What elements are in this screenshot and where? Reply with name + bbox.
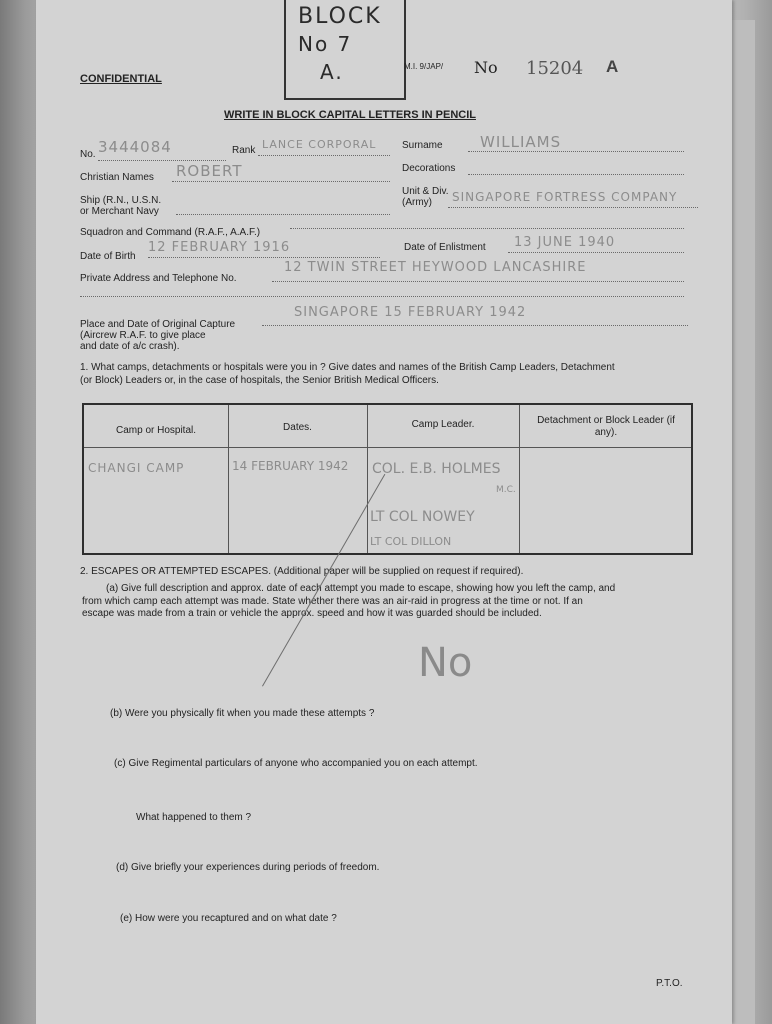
decorations-label: Decorations (402, 163, 456, 174)
ship-label-1: Ship (R.N., U.S.N. (80, 195, 162, 206)
form-reference: M.I. 9/JAP/ (404, 62, 444, 71)
question-2e: (e) How were you recaptured and on what date ? (120, 913, 337, 924)
instruction-heading: WRITE IN BLOCK CAPITAL LETTERS IN PENCIL (224, 109, 476, 121)
form-page (36, 0, 732, 1024)
question-2a-line-1: (a) Give full description and approx. date of each attempt you made to escape, showing how you left the camp, and (106, 583, 616, 594)
question-1-line-2: (or Block) Leaders or, in the case of hospitals, the Senior British Medical Officers. (80, 375, 439, 386)
pto-label: P.T.O. (656, 978, 683, 989)
question-2d: (d) Give briefly your experiences during periods of freedom. (116, 862, 380, 873)
question-2c-followup: What happened to them ? (136, 812, 252, 823)
dob-value: 12 FEBRUARY 1916 (148, 240, 291, 255)
number-value: 15204 (526, 58, 584, 79)
question-2-title: 2. ESCAPES OR ATTEMPTED ESCAPES. (Additional paper will be supplied on request if required). (80, 566, 524, 577)
ship-label-2: or Merchant Navy (80, 206, 159, 217)
question-2c: (c) Give Regimental particulars of anyone who accompanied you on each attempt. (114, 758, 478, 769)
cell-leader-3: LT COL DILLON (370, 535, 452, 548)
enlistment-value: 13 JUNE 1940 (514, 235, 616, 250)
block-stamp (284, 0, 406, 100)
service-no-value: 3444084 (98, 138, 172, 156)
christian-names-label: Christian Names (80, 172, 154, 183)
cell-leader-2: LT COL NOWEY (370, 509, 475, 525)
capture-label-3: and date of a/c crash). (80, 341, 180, 352)
rank-label: Rank (232, 145, 256, 156)
stamp-line-3: A. (320, 60, 344, 84)
address-value: 12 TWIN STREET HEYWOOD LANCASHIRE (284, 260, 587, 275)
question-2b: (b) Were you physically fit when you made these attempts ? (110, 708, 375, 719)
header-dates: Dates. (283, 422, 312, 433)
cell-leader-1-note: M.C. (496, 485, 516, 495)
question-2a-line-3: escape was made from a train or vehicle the approx. speed and how it was guarded should be included. (82, 608, 542, 619)
capture-label-1: Place and Date of Original Capture (80, 319, 236, 330)
header-camp-leader: Camp Leader. (411, 419, 475, 430)
stamp-line-2: No 7 (298, 32, 353, 56)
stamp-line-1: BLOCK (298, 4, 382, 29)
unit-label-2: (Army) (402, 197, 432, 208)
cell-camp: CHANGI CAMP (88, 461, 185, 475)
number-label: No (474, 58, 498, 77)
surname-value: WILLIAMS (480, 133, 562, 151)
cell-dates: 14 FEBRUARY 1942 (232, 459, 349, 473)
question-2a-line-2: from which camp each attempt was made. State whether there was an air-raid in progress at the time or not. If an (82, 596, 583, 607)
dob-label: Date of Birth (80, 251, 136, 262)
header-detachment-leader: Detachment or Block Leader (if any). (537, 415, 675, 438)
number-suffix: A (606, 57, 619, 76)
question-1-line-1: 1. What camps, detachments or hospitals were you in ? Give dates and names of the British Camp Leaders, Detachment (80, 362, 615, 373)
surname-label: Surname (402, 140, 443, 151)
rank-value: LANCE CORPORAL (262, 138, 377, 151)
squadron-label: Squadron and Command (R.A.F., A.A.F.) (80, 227, 261, 238)
escape-answer: No (418, 640, 473, 686)
cell-leader-1: COL. E.B. HOLMES (372, 461, 501, 477)
capture-value: SINGAPORE 15 FEBRUARY 1942 (294, 305, 527, 320)
service-no-label: No. (80, 149, 96, 160)
header-camp: Camp or Hospital. (115, 425, 197, 436)
christian-names-value: ROBERT (176, 162, 243, 180)
unit-label-1: Unit & Div. (402, 186, 449, 197)
capture-label-2: (Aircrew R.A.F. to give place (80, 330, 206, 341)
confidential-label: CONFIDENTIAL (80, 73, 162, 85)
unit-value: SINGAPORE FORTRESS COMPANY (452, 190, 678, 204)
camps-table (82, 403, 693, 555)
address-label: Private Address and Telephone No. (80, 273, 237, 284)
enlistment-label: Date of Enlistment (404, 242, 486, 253)
